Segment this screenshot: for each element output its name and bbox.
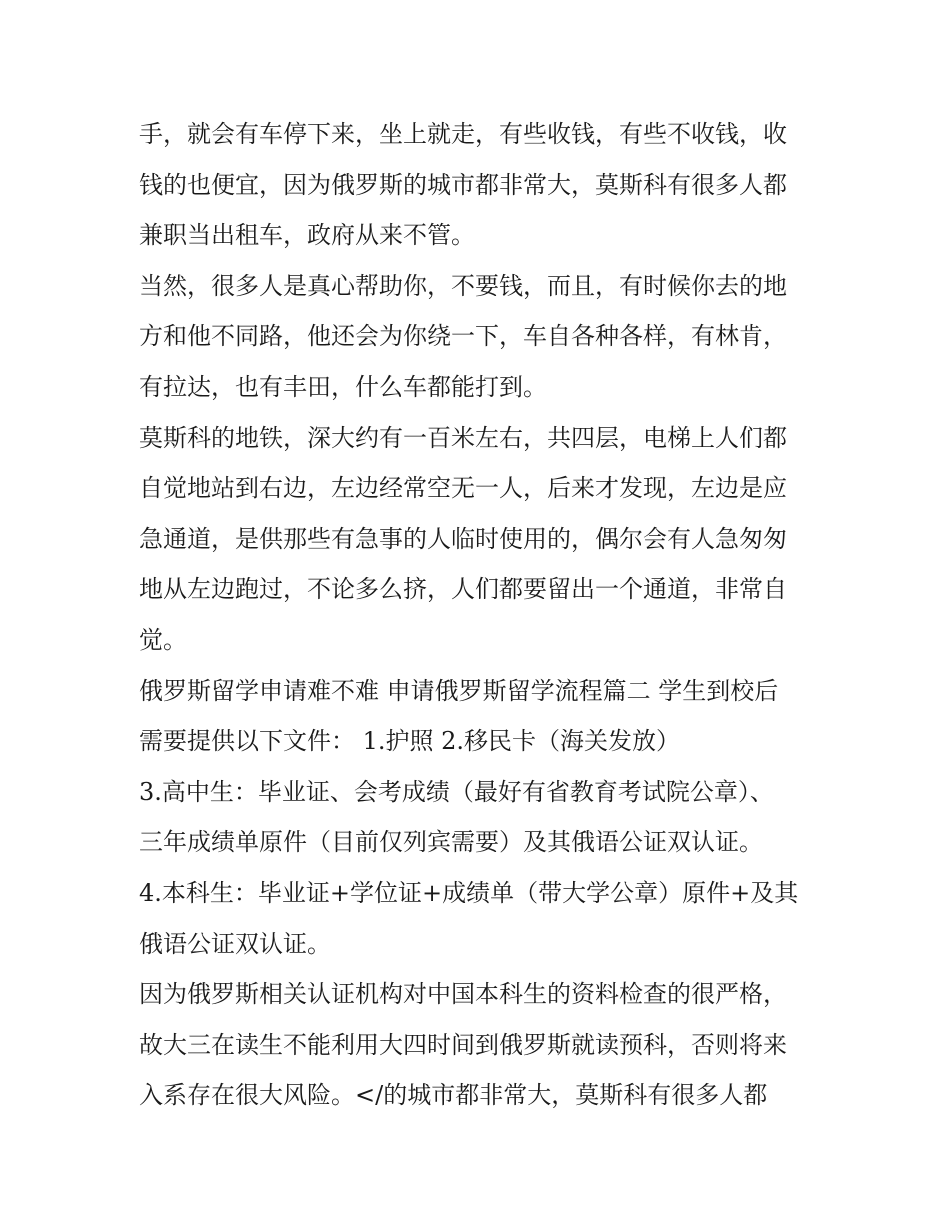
text-line: 俄罗斯留学申请难不难 申请俄罗斯留学流程篇二 学生到校后: [139, 676, 779, 705]
text-line: 4.本科生：毕业证+学位证+成绩单（带大学公章）原件+及其: [139, 878, 799, 907]
text-line: 觉。: [139, 625, 187, 654]
text-line: 钱的也便宜，因为俄罗斯的城市都非常大，莫斯科有很多人都: [139, 170, 787, 199]
body-text: [139, 109, 819, 1121]
text-line: 急通道，是供那些有急事的人临时使用的，偶尔会有人急匆匆: [139, 524, 787, 553]
text-line: 莫斯科的地铁，深大约有一百米左右，共四层，电梯上人们都: [139, 423, 787, 452]
text-line: 需要提供以下文件： 1.护照 2.移民卡（海关发放）: [139, 727, 681, 756]
text-line: 有拉达，也有丰田，什么车都能打到。: [139, 372, 547, 401]
text-line: 俄语公证双认证。: [139, 929, 331, 958]
text-line: 3.高中生：毕业证、会考成绩（最好有省教育考试院公章）、: [139, 777, 774, 806]
text-line: 方和他不同路，他还会为你绕一下，车自各种各样，有林肯，: [139, 322, 787, 351]
text-line: 故大三在读生不能利用大四时间到俄罗斯就读预科，否则将来: [139, 1030, 787, 1059]
text-line: 当然，很多人是真心帮助你，不要钱，而且，有时候你去的地: [139, 271, 787, 300]
text-line: 手，就会有车停下来，坐上就走，有些收钱，有些不收钱，收: [139, 120, 787, 148]
text-line: 入系存在很大风险。</的城市都非常大，莫斯科有很多人都: [139, 1081, 768, 1110]
text-line: 兼职当出租车，政府从来不管。: [139, 221, 475, 250]
text-line: 自觉地站到右边，左边经常空无一人，后来才发现，左边是应: [139, 474, 787, 503]
text-line: 因为俄罗斯相关认证机构对中国本科生的资料检查的很严格，: [139, 980, 787, 1009]
text-line: 三年成绩单原件（目前仅列宾需要）及其俄语公证双认证。: [139, 828, 763, 857]
text-line: 地从左边跑过，不论多么挤，人们都要留出一个通道，非常自: [139, 575, 787, 604]
